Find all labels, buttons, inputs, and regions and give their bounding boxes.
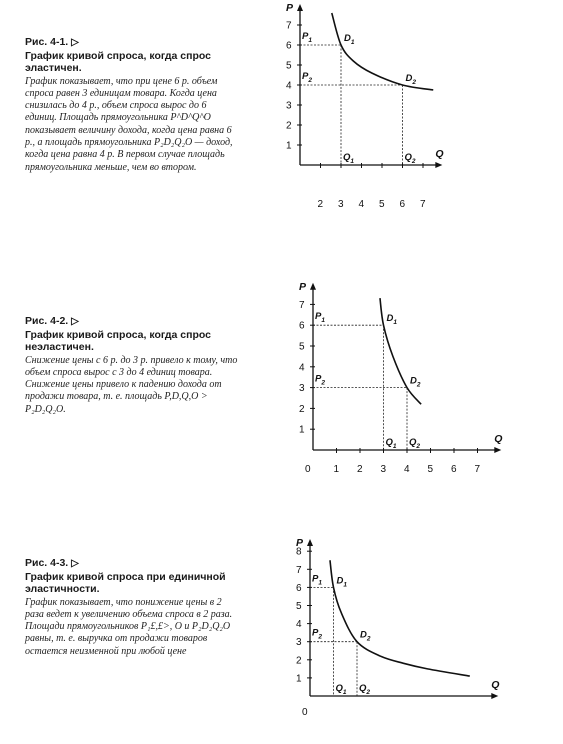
figure-label-3: Рис. 4-3. xyxy=(25,557,69,569)
y-axis-label: P xyxy=(299,280,307,293)
x-tick-label: 1 xyxy=(333,464,340,475)
figure-title-2 xyxy=(25,315,240,354)
demand-point-label: $D_2$ xyxy=(360,629,371,643)
x-tick-label: 6 xyxy=(399,199,406,210)
y-axis-arrow-icon xyxy=(310,283,316,290)
price-label: $P_1$ xyxy=(312,573,322,587)
x-tick-label: 2 xyxy=(357,464,363,475)
y-tick-label: 4 xyxy=(296,619,302,631)
demand-point-label: $D_2$ xyxy=(405,73,416,86)
x-tick-label: 7 xyxy=(420,199,426,210)
y-tick-label: 3 xyxy=(286,100,292,112)
x-tick-label: 0 xyxy=(305,464,311,475)
y-tick-label: 6 xyxy=(296,582,302,594)
y-tick-label: 7 xyxy=(296,564,302,576)
y-tick-label: 4 xyxy=(286,80,292,92)
price-label: $P_2$ xyxy=(312,627,322,641)
x-tick-label: 0 xyxy=(302,707,308,718)
figure-heading-1: График кривой спроса, когда спрос эластичен. xyxy=(25,49,211,74)
y-tick-label: 5 xyxy=(296,601,302,612)
x-axis-arrow-icon xyxy=(491,693,498,699)
price-label: $P_2$ xyxy=(302,71,312,84)
y-tick-label: 5 xyxy=(286,60,292,72)
x-tick-label: 5 xyxy=(379,199,385,210)
triangle-icon: ▷ xyxy=(71,316,79,327)
x-axis-label: Q xyxy=(435,148,444,160)
x-axis-arrow-icon xyxy=(494,447,501,453)
x-axis-arrow-icon xyxy=(435,162,442,168)
x-axis-label: Q xyxy=(491,679,500,691)
quantity-label: $Q_1$ xyxy=(343,152,355,165)
price-label: $P_1$ xyxy=(315,311,325,325)
figure-caption-1 xyxy=(25,36,240,174)
y-tick-label: 3 xyxy=(296,637,302,649)
x-tick-label: 5 xyxy=(427,464,434,475)
y-tick-label: 2 xyxy=(286,120,292,132)
figure-description-1: График показывает, что при цене 6 р. объем спроса равен 3 единицам товара. Когда цена снизилась до 4 р., объем спроса вырос до 6 единиц. Площадь прямоугольника P^D^Q^O показывает величину дохода, когда цена равна 6 р., а площадь прямоугольника P₂D₂Q₂O — доход, когда цена равна 4 р. В первом случае площадь прямоугольника меньше, чем во втором. xyxy=(25,75,233,173)
x-tick-label: 3 xyxy=(338,199,344,210)
demand-point-label: $D_1$ xyxy=(386,313,397,327)
y-axis-label: P xyxy=(286,2,294,14)
demand-curve xyxy=(330,560,470,676)
figure-label-2: Рис. 4-2. xyxy=(25,315,69,327)
figure-label-1: Рис. 4-1. xyxy=(25,36,69,48)
y-tick-label: 6 xyxy=(299,320,305,332)
x-tick-label: 4 xyxy=(358,199,365,210)
figure-heading-2: График кривой спроса, когда спрос неэластичен. xyxy=(25,328,211,353)
figure-heading-3: График кривой спроса при единичной эластичности. xyxy=(25,570,226,595)
demand-curve xyxy=(332,13,433,90)
y-tick-label: 7 xyxy=(299,299,305,311)
y-tick-label: 1 xyxy=(299,424,305,436)
triangle-icon: ▷ xyxy=(71,37,79,48)
quantity-label: $Q_1$ xyxy=(335,683,347,696)
x-tick-label: 3 xyxy=(380,464,387,475)
demand-point-label: $D_1$ xyxy=(336,575,347,589)
y-axis-arrow-icon xyxy=(307,539,313,546)
figure-caption-3 xyxy=(25,557,240,658)
y-tick-label: 5 xyxy=(299,341,305,353)
y-tick-label: 8 xyxy=(296,546,302,558)
quantity-label: $Q_1$ xyxy=(385,437,397,450)
price-label: $P_1$ xyxy=(302,31,312,44)
quantity-label: $Q_2$ xyxy=(359,683,371,696)
y-tick-label: 2 xyxy=(299,403,305,415)
triangle-icon: ▷ xyxy=(71,558,79,569)
y-axis-arrow-icon xyxy=(297,4,303,11)
figure-title-3 xyxy=(25,557,240,596)
x-tick-label: 6 xyxy=(451,464,457,475)
figure-description-3: График показывает, что понижение цены в 2 раза ведет к увеличению объема спроса в 2 раза. Площади прямоугольников P₁£,£>, O и P₂D₂Q₂O равны, т. е. выручка от продажи товаров остается неизменной при любой цене xyxy=(25,596,233,657)
figure-title-1 xyxy=(25,36,240,75)
price-label: $P_2$ xyxy=(315,373,325,387)
demand-chart-elastic xyxy=(286,2,490,210)
x-tick-label: 4 xyxy=(404,464,410,475)
x-axis-label: Q xyxy=(494,433,503,445)
figure-caption-2 xyxy=(25,315,240,416)
quantity-label: $Q_2$ xyxy=(409,437,421,450)
y-tick-label: 7 xyxy=(286,20,292,32)
y-tick-label: 3 xyxy=(299,383,305,395)
y-tick-label: 2 xyxy=(296,655,302,667)
demand-chart-unitary xyxy=(290,520,500,725)
demand-point-label: $D_1$ xyxy=(344,33,355,46)
x-tick-label: 7 xyxy=(474,464,481,475)
y-tick-label: 1 xyxy=(286,140,292,152)
x-tick-label: 2 xyxy=(317,199,324,210)
figure-description-2: Снижение цены с 6 р. до 3 р. привело к тому, что объем спроса вырос с 3 до 4 единиц товара. Снижение цены привело к падению дохода от продажи товара, т. е. площадь P,D,Q,O > P₂D₂Q₂O. xyxy=(25,354,238,415)
demand-chart-inelastic xyxy=(290,265,503,485)
y-axis-label: P xyxy=(296,536,304,549)
quantity-label: $Q_2$ xyxy=(404,152,416,165)
demand-point-label: $D_2$ xyxy=(410,375,421,389)
y-tick-label: 4 xyxy=(299,362,305,374)
y-tick-label: 1 xyxy=(296,673,302,685)
y-tick-label: 6 xyxy=(286,40,292,52)
